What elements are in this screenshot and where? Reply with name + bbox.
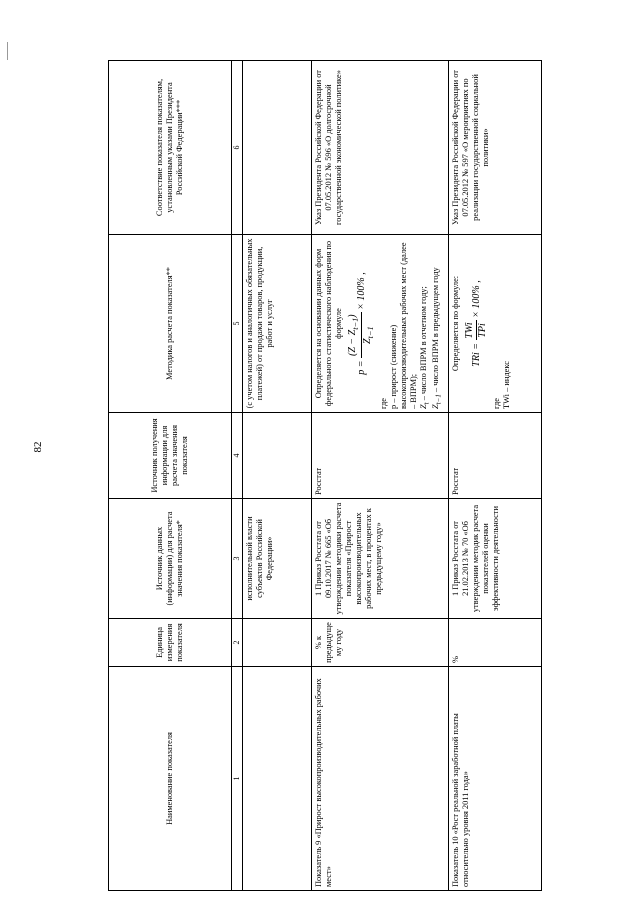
formula-denominator-sub: t−1 [365,326,375,339]
cell-empty [242,413,311,499]
indicator-table [108,60,542,891]
crop-mark [7,42,8,60]
page-number: 82 [32,441,44,453]
formula-numerator-text: (Z − Z [346,329,358,356]
method-where: где [491,398,501,409]
method-zt1-definition: $Z_{t-1}$ – число ВПРМ в предыдущем году [431,267,443,409]
header-data-source: Источник данных (информации) для расчета значения показателя* [109,499,232,619]
header-name: Наименование показателя [109,667,232,891]
zt-definition-text: – число ВПРМ в отчетном году; [419,286,429,401]
formula-denominator: TPi [476,323,488,338]
table-row-indicator-10 [448,61,541,891]
method-p-definition: p – прирост (снижение) высокопроизводительных рабочих мест (далее – ВПРМ); [388,242,419,409]
column-number-row [232,61,243,891]
col-number: 1 [232,667,243,891]
formula-fraction [464,320,489,340]
table-header-row [109,61,232,891]
cell-empty [242,61,311,235]
formula-denominator-text: Z [361,338,373,345]
header-unit: Единица измерения показателя [109,619,232,667]
indicator-name: Показатель 9 «Прирост высокопроизводительных рабочих мест» [311,667,448,891]
indicator-decree: Указ Президента Российской Федерации от 07.05.2012 № 596 «О долгосрочной государственной экономической политике» [311,61,448,235]
formula [464,238,489,409]
header-decree: Соответствие показателя показателям, установленным указами Президента Российской Федерации*** [109,61,232,235]
indicator-table-sheet [108,61,532,891]
method-twi-definition: TWi – индекс [501,361,511,409]
col-number: 6 [232,61,243,235]
formula-denominator [362,312,376,358]
indicator-data-source: 1 Приказ Росстата от 21.02.2013 № 70 «Об утверждении методик расчета показателей оценки эффективности деятельности [448,499,541,619]
cell-data-source: исполнительной власти субъектов Российской Федерации» [242,499,311,619]
formula-lhs: p = [355,360,367,375]
formula-numerator [347,312,362,358]
cell-empty [242,619,311,667]
col-number: 5 [232,235,243,413]
indicator-unit: % к предыдущему году [311,619,448,667]
indicator-method [448,235,541,413]
formula-numerator: TWi [463,322,475,339]
formula-fraction [347,312,376,358]
method-zt-definition: $Z_t$ – число ВПРМ в отчетном году; [419,286,431,409]
method-intro: Определяется на основании данных форм федерального статистического наблюдения по формуле [313,240,343,407]
indicator-info-source: Росстат [311,413,448,499]
cell-empty [242,667,311,891]
zt1-definition-text: – число ВПРМ в предыдущем году [431,267,441,393]
indicator-method [311,235,448,413]
formula-tail: × 100% , [355,272,367,310]
formula-tail: × 100% , [470,280,482,318]
table-row-indicator-9 [311,61,448,891]
method-intro: Определяется по формуле: [450,275,460,372]
cell-method: (с учетом налогов и аналогичных обязательных платежей) от продажи товаров, продукции, работ и услуг [242,235,311,413]
header-info-source: Источник получения информации для расчета значения показателя [109,413,232,499]
header-method: Методика расчета показателя** [109,235,232,413]
formula-lhs: TRi = [470,343,482,367]
formula-numerator-sub: t−1 [350,317,360,330]
col-number: 2 [232,619,243,667]
indicator-data-source: 1 Приказ Росстата от 09.10.2017 № 665 «Об утверждении методики расчета показателя «Прирост высокопроизводительных рабочих мест, в процентах к предыдущему году» [311,499,448,619]
col-number: 4 [232,413,243,499]
indicator-name: Показатель 10 «Рост реальной заработной платы относительно уровня 2011 года» [448,667,541,891]
table-row-continuation [242,61,311,891]
indicator-info-source: Росстат [448,413,541,499]
method-where: где [378,398,388,409]
formula-numerator-close: ) [346,314,358,318]
indicator-unit: % [448,619,541,667]
formula [347,238,376,409]
indicator-decree: Указ Президента Российской Федерации от 07.05.2012 № 597 «О мероприятиях по реализации государственной социальной политики» [448,61,541,235]
col-number: 3 [232,499,243,619]
